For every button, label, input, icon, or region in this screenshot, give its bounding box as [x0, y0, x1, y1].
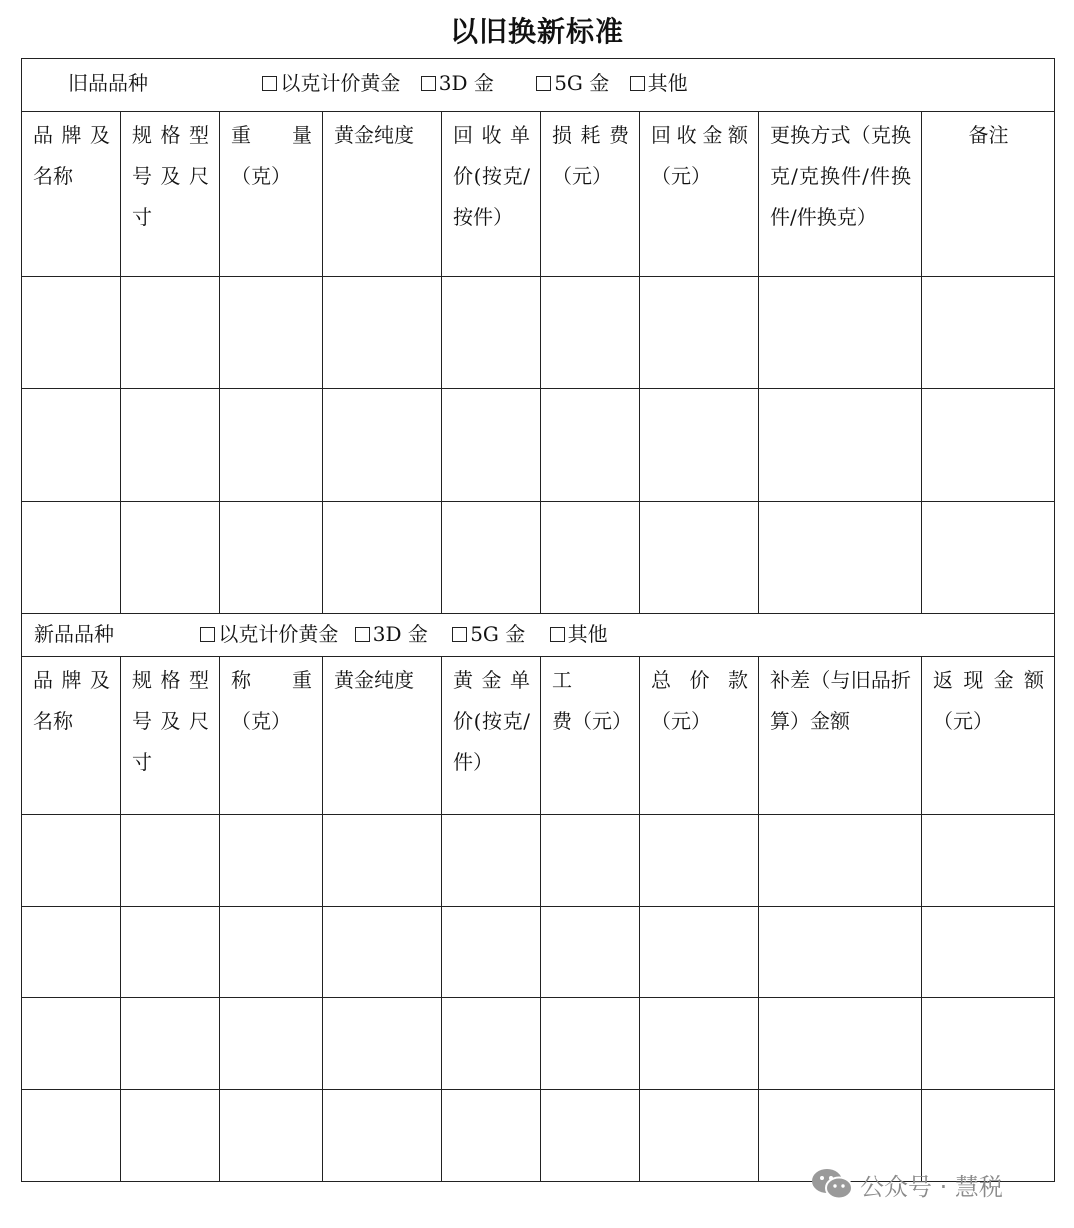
table-row	[22, 815, 1055, 907]
table-row	[22, 389, 1055, 502]
checkbox-icon[interactable]	[421, 76, 436, 91]
old-header-weight: 重 量（克）	[220, 112, 323, 277]
old-option-5g-gold[interactable]: 5G 金	[536, 59, 609, 107]
old-option-gram-gold[interactable]: 以克计价黄金	[262, 59, 400, 107]
old-header-purity: 黄金纯度	[323, 112, 442, 277]
checkbox-icon[interactable]	[550, 627, 565, 642]
trade-in-form-table	[21, 58, 1055, 1182]
new-header-difference: 补差（与旧品折算）金额	[759, 657, 922, 815]
checkbox-icon[interactable]	[355, 627, 370, 642]
old-header-loss-fee: 损耗费（元）	[541, 112, 640, 277]
old-header-row	[22, 112, 1055, 277]
new-header-spec: 规格型号及尺寸	[121, 657, 220, 815]
new-option-gram-gold[interactable]: 以克计价黄金	[200, 614, 338, 654]
old-variety-label: 旧品品种	[68, 71, 148, 95]
new-header-total-price: 总价款（元）	[640, 657, 759, 815]
old-header-unit-price: 回收单价(按克/按件）	[442, 112, 541, 277]
new-header-purity: 黄金纯度	[323, 657, 442, 815]
new-variety-row	[22, 614, 1055, 657]
table-row	[22, 502, 1055, 614]
checkbox-icon[interactable]	[452, 627, 467, 642]
new-header-labor-fee: 工 费（元）	[541, 657, 640, 815]
new-header-cashback: 返现金额（元）	[922, 657, 1055, 815]
checkbox-icon[interactable]	[536, 76, 551, 91]
new-option-5g-gold[interactable]: 5G 金	[452, 614, 525, 654]
table-row	[22, 998, 1055, 1090]
new-variety-cell	[22, 614, 1055, 657]
page-title: 以旧换新标准	[449, 15, 624, 48]
new-header-brand: 品牌及名称	[22, 657, 121, 815]
old-header-brand: 品牌及名称	[22, 112, 121, 277]
checkbox-icon[interactable]	[630, 76, 645, 91]
wechat-icon	[810, 1166, 854, 1202]
checkbox-icon[interactable]	[262, 76, 277, 91]
old-header-remarks: 备注	[922, 112, 1055, 277]
watermark	[810, 1166, 1003, 1202]
new-option-other[interactable]: 其他	[550, 614, 608, 654]
old-option-other[interactable]: 其他	[630, 59, 688, 107]
watermark-text: 公众号 · 慧税	[860, 1172, 1003, 1201]
table-row	[22, 277, 1055, 389]
old-variety-row	[22, 59, 1055, 112]
new-header-weight: 称 重（克）	[220, 657, 323, 815]
old-header-exchange-method: 更换方式（克换克/克换件/件换件/件换克）	[759, 112, 922, 277]
old-header-recycle-amount: 回收金额（元）	[640, 112, 759, 277]
new-option-3d-gold[interactable]: 3D 金	[355, 614, 428, 654]
checkbox-icon[interactable]	[200, 627, 215, 642]
new-header-gold-price: 黄金单价(按克/件）	[442, 657, 541, 815]
old-option-3d-gold[interactable]: 3D 金	[421, 59, 494, 107]
new-header-row	[22, 657, 1055, 815]
new-variety-label: 新品品种	[34, 622, 114, 646]
old-header-spec: 规格型号及尺寸	[121, 112, 220, 277]
table-row	[22, 907, 1055, 998]
old-variety-cell	[22, 59, 1055, 112]
